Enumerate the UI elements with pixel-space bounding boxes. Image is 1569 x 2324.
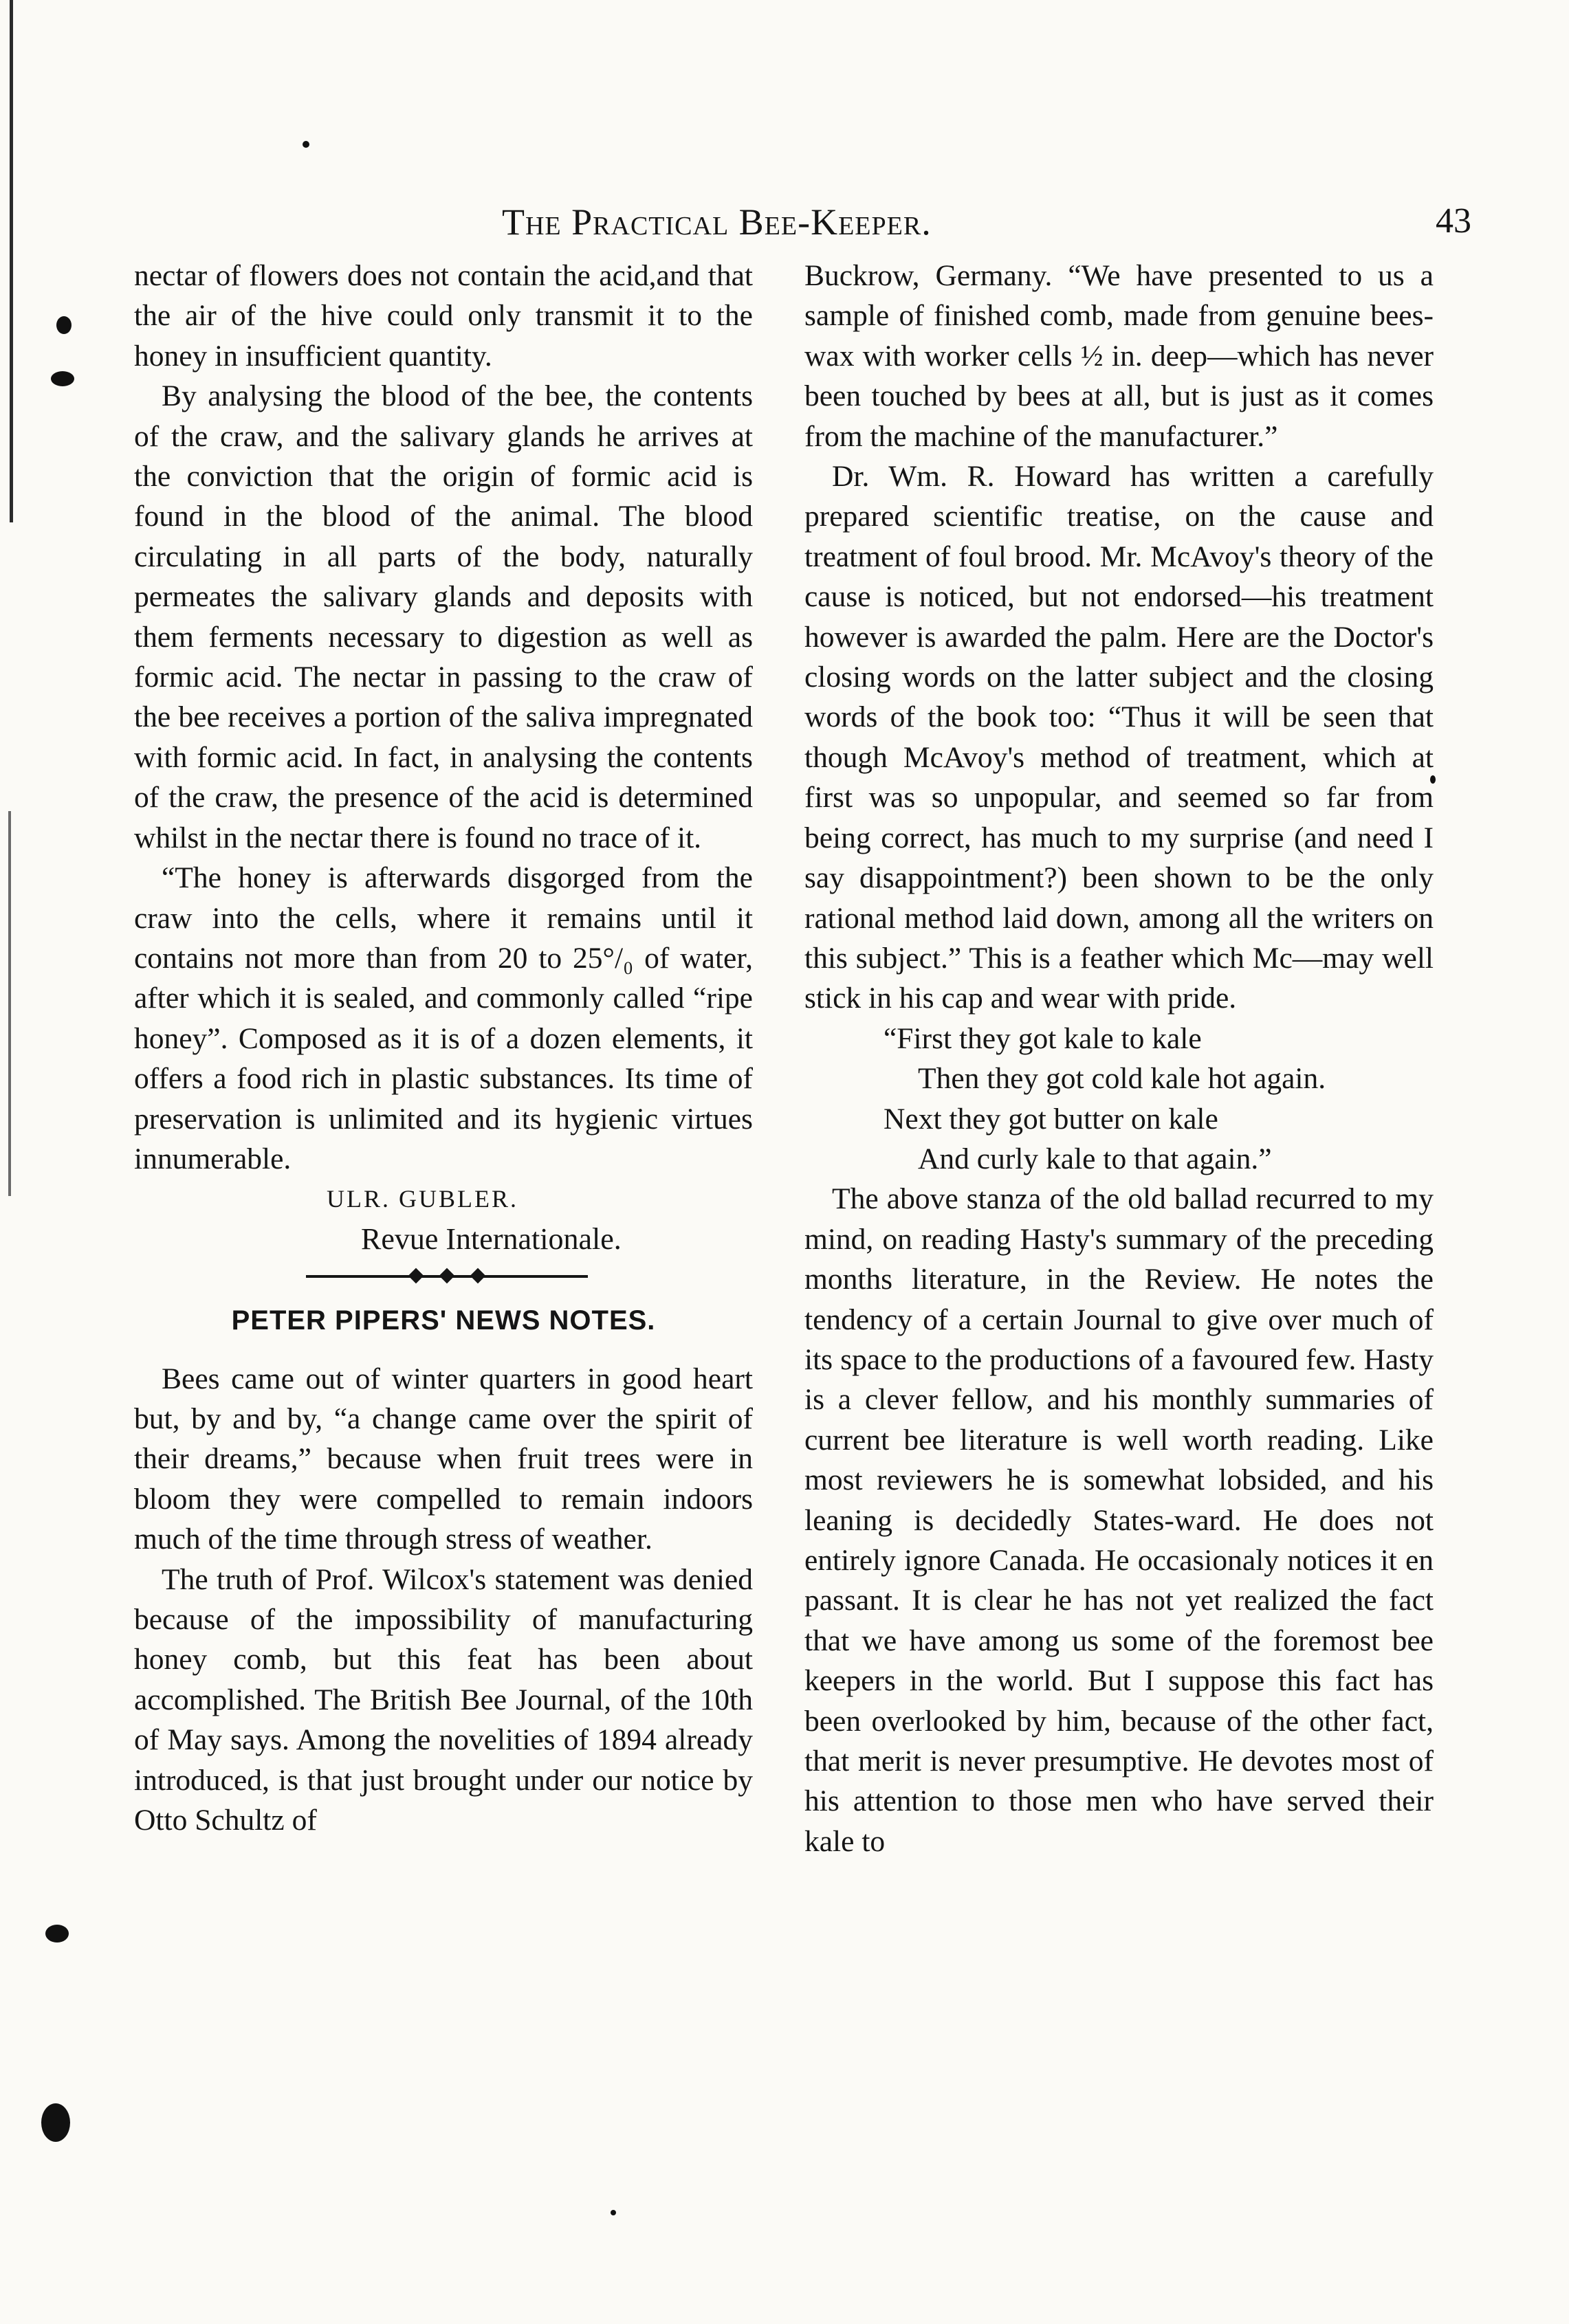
paragraph: Dr. Wm. R. Howard has written a carefully prepared scientific treatise, on the cause and treatment of foul brood. Mr. McAvoy's theory of the cause is noticed, but not endorsed—his treatment however is awarded the palm. Here are the Doctor's closing words on the latter subject and the closing words of the book too: “Thus it will be seen that though McAvoy's method of treatment, which at first was so unpopular, and seemed so far from being correct, has much to my surprise (and need I say disappointment?) been shown to be the only rational method laid down, among all the writers on this subject.” This is a feather which Mc—may well stick in his cap and wear with pride. <box>804 460 1434 1015</box>
ink-speck <box>45 1925 69 1943</box>
source-attribution: Revue Internationale. <box>361 1221 622 1256</box>
left-column <box>134 256 753 1840</box>
section-divider <box>306 1269 588 1283</box>
paragraph: The above stanza of the old ballad recurred to my mind, on reading Hasty's summary of the preceding months literature, in the Review. He notes the tendency of a certain Journal to give over much of its space to the productions of a favoured few. Hasty is a clever fellow, and his monthly summaries of current bee literature is well worth reading. Like most reviewers he is somewhat lobsided, and his leaning is decidedly States-ward. He does not entirely ignore Canada. He occasionaly notices it en passant. It is clear he has not yet realized the fact that we have among us some of the foremost bee keepers in the world. But I suppose this fact has been overlooked by him, because of the other fact, that merit is never presumptive. He devotes most of his attention to those men who have served their kale to <box>804 1182 1434 1858</box>
ink-speck <box>303 141 309 148</box>
page-number: 43 <box>1436 201 1471 241</box>
paragraph: The truth of Prof. Wilcox's statement was denied because of the impossibility of manufacturing honey comb, but this feat has been about accomplished. The British Bee Journal, of the 10th of May says. Among the novelities of 1894 already introduced, is that just brought under our notice by Otto Schultz of <box>134 1562 753 1837</box>
verse-line: Next they got butter on kale <box>884 1102 1218 1136</box>
binding-edge-line <box>8 811 11 1196</box>
ink-speck <box>41 2103 70 2142</box>
ink-speck <box>51 371 74 386</box>
paragraph: Bees came out of winter quarters in good heart but, by and by, “a change came over the spirit of their dreams,” because when fruit trees were in bloom they were compelled to remain indoors much of the time through stress of weather. <box>134 1362 753 1556</box>
verse-line: “First they got kale to kale <box>884 1021 1202 1055</box>
page-header <box>131 201 1471 250</box>
paragraph: Buckrow, Germany. “We have presented to us a sample of finished comb, made from genuine bees-wax with worker cells ½ in. deep—which has never been touched by bees at all, but is just as it comes from the machine of the manufacturer.” <box>804 259 1434 453</box>
running-head: The Practical Bee-Keeper. <box>502 201 932 243</box>
section-heading: PETER PIPERS' NEWS NOTES. <box>231 1305 656 1336</box>
paragraph: “The honey is afterwards disgorged from the craw into the cells, where it remains until it contains not more than from 20 to 25°/₀ of water, after which it is sealed, and commonly called “ripe honey”. Composed as it is of a dozen elements, it offers a food rich in plastic substances. Its time of preservation is unlimited and its hygienic virtues innumerable. <box>134 861 753 1175</box>
verse-line: Then they got cold kale hot again. <box>918 1062 1326 1096</box>
ink-speck <box>611 2210 616 2215</box>
paragraph: By analysing the blood of the bee, the contents of the craw, and the salivary glands he arrives at the conviction that the origin of formic acid is found in the blood of the animal. The blood circulating in all parts of the body, naturally permeates the salivary glands and deposits with them ferments necessary to digestion as well as formic acid. The nectar in passing to the craw of the bee receives a portion of the saliva impregnated with formic acid. In fact, in analysing the contents of the craw, the presence of the acid is determined whilst in the nectar there is found no trace of it. <box>134 379 753 854</box>
author-signature: ULR. GUBLER. <box>327 1185 518 1213</box>
ink-speck <box>56 316 72 334</box>
paragraph: nectar of flowers does not contain the acid,and that the air of the hive could only transmit it to the honey in insufficient quantity. <box>134 259 753 373</box>
right-column <box>804 256 1434 1861</box>
ballad-verse <box>804 1019 1434 1180</box>
binding-edge-line <box>10 0 13 522</box>
verse-line: And curly kale to that again.” <box>918 1142 1272 1175</box>
